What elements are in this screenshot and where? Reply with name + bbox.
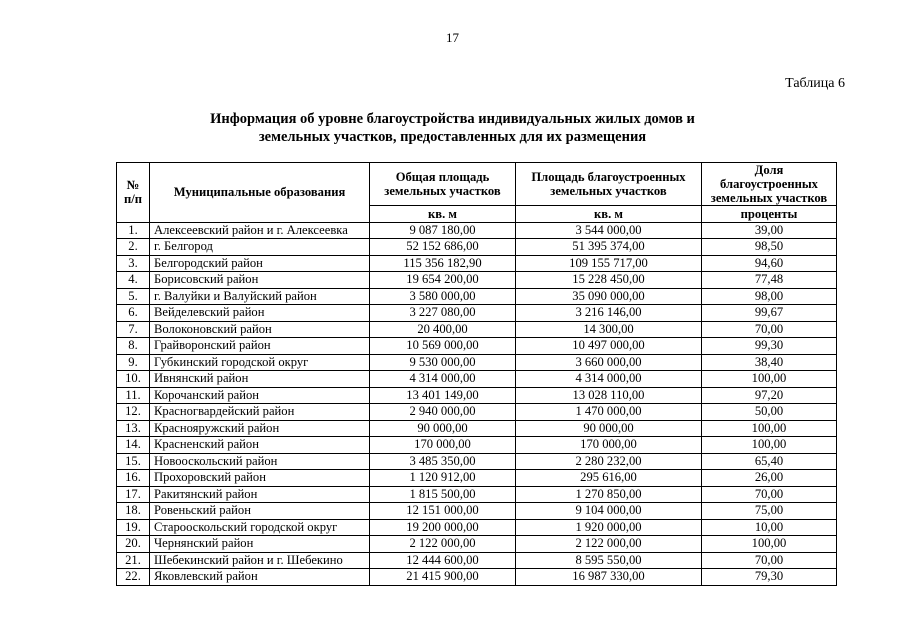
total-area-cell: 12 444 600,00 xyxy=(370,552,516,569)
share-cell: 100,00 xyxy=(702,536,837,553)
share-cell: 50,00 xyxy=(702,404,837,421)
municipality-cell: Старооскольский городской округ xyxy=(150,519,370,536)
share-cell: 39,00 xyxy=(702,222,837,239)
header-number-abbr: п/п xyxy=(123,192,142,207)
row-number-cell: 2. xyxy=(117,239,150,256)
row-number-cell: 17. xyxy=(117,486,150,503)
share-cell: 100,00 xyxy=(702,437,837,454)
improved-area-cell: 16 987 330,00 xyxy=(516,569,702,586)
total-area-cell: 3 485 350,00 xyxy=(370,453,516,470)
header-number xyxy=(117,163,150,223)
municipality-cell: Алексеевский район и г. Алексеевка xyxy=(150,222,370,239)
improved-area-cell: 3 544 000,00 xyxy=(516,222,702,239)
municipality-cell: Ракитянский район xyxy=(150,486,370,503)
municipality-cell: Яковлевский район xyxy=(150,569,370,586)
document-title xyxy=(0,110,905,146)
page-number: 17 xyxy=(446,30,459,45)
row-number-cell: 7. xyxy=(117,321,150,338)
share-cell: 38,40 xyxy=(702,354,837,371)
row-number-cell: 22. xyxy=(117,569,150,586)
improved-area-cell: 2 280 232,00 xyxy=(516,453,702,470)
improved-area-cell: 4 314 000,00 xyxy=(516,371,702,388)
row-number-cell: 14. xyxy=(117,437,150,454)
table-row xyxy=(117,486,837,503)
share-cell: 97,20 xyxy=(702,387,837,404)
total-area-cell: 12 151 000,00 xyxy=(370,503,516,520)
table-row xyxy=(117,321,837,338)
municipality-cell: Шебекинский район и г. Шебекино xyxy=(150,552,370,569)
table-row xyxy=(117,305,837,322)
header-share: Доля благоустроенных земельных участков xyxy=(702,163,837,206)
table-row xyxy=(117,569,837,586)
total-area-cell: 4 314 000,00 xyxy=(370,371,516,388)
header-total-area: Общая площадь земельных участков xyxy=(370,163,516,206)
row-number-cell: 18. xyxy=(117,503,150,520)
table-row xyxy=(117,239,837,256)
total-area-cell: 2 940 000,00 xyxy=(370,404,516,421)
table-row xyxy=(117,536,837,553)
improved-area-cell: 3 216 146,00 xyxy=(516,305,702,322)
table-body xyxy=(117,222,837,585)
row-number-cell: 13. xyxy=(117,420,150,437)
total-area-cell: 52 152 686,00 xyxy=(370,239,516,256)
improved-area-cell: 1 270 850,00 xyxy=(516,486,702,503)
improved-area-cell: 170 000,00 xyxy=(516,437,702,454)
municipality-cell: г. Белгород xyxy=(150,239,370,256)
row-number-cell: 10. xyxy=(117,371,150,388)
table-row xyxy=(117,404,837,421)
total-area-cell: 3 227 080,00 xyxy=(370,305,516,322)
unit-improved-area: кв. м xyxy=(516,206,702,223)
improved-area-cell: 51 395 374,00 xyxy=(516,239,702,256)
table-label: Таблица 6 xyxy=(785,76,845,91)
municipality-cell: Вейделевский район xyxy=(150,305,370,322)
row-number-cell: 12. xyxy=(117,404,150,421)
share-cell: 100,00 xyxy=(702,371,837,388)
row-number-cell: 21. xyxy=(117,552,150,569)
row-number-cell: 20. xyxy=(117,536,150,553)
table-row xyxy=(117,420,837,437)
total-area-cell: 1 120 912,00 xyxy=(370,470,516,487)
municipality-cell: Корочанский район xyxy=(150,387,370,404)
municipality-cell: Волоконовский район xyxy=(150,321,370,338)
total-area-cell: 20 400,00 xyxy=(370,321,516,338)
improved-area-cell: 1 470 000,00 xyxy=(516,404,702,421)
total-area-cell: 9 530 000,00 xyxy=(370,354,516,371)
share-cell: 77,48 xyxy=(702,272,837,289)
municipality-cell: Грайворонский район xyxy=(150,338,370,355)
table-row xyxy=(117,470,837,487)
municipality-cell: Ивнянский район xyxy=(150,371,370,388)
header-municipality: Муниципальные образования xyxy=(150,163,370,223)
row-number-cell: 5. xyxy=(117,288,150,305)
table-row xyxy=(117,453,837,470)
title-line-2: земельных участков, предоставленных для их размещения xyxy=(258,129,647,145)
table-row xyxy=(117,387,837,404)
municipality-cell: Ровеньский район xyxy=(150,503,370,520)
improved-area-cell: 15 228 450,00 xyxy=(516,272,702,289)
table-row xyxy=(117,354,837,371)
table-row xyxy=(117,338,837,355)
share-cell: 98,50 xyxy=(702,239,837,256)
share-cell: 26,00 xyxy=(702,470,837,487)
share-cell: 70,00 xyxy=(702,552,837,569)
header-row xyxy=(117,163,837,206)
municipality-cell: Белгородский район xyxy=(150,255,370,272)
municipality-cell: Красненский район xyxy=(150,437,370,454)
improved-area-cell: 295 616,00 xyxy=(516,470,702,487)
total-area-cell: 10 569 000,00 xyxy=(370,338,516,355)
unit-share: проценты xyxy=(702,206,837,223)
header-improved-area: Площадь благоустроенных земельных участков xyxy=(516,163,702,206)
total-area-cell: 19 200 000,00 xyxy=(370,519,516,536)
row-number-cell: 1. xyxy=(117,222,150,239)
improved-area-cell: 2 122 000,00 xyxy=(516,536,702,553)
table-row xyxy=(117,519,837,536)
share-cell: 65,40 xyxy=(702,453,837,470)
share-cell: 70,00 xyxy=(702,321,837,338)
municipality-cell: Красногвардейский район xyxy=(150,404,370,421)
share-cell: 98,00 xyxy=(702,288,837,305)
row-number-cell: 11. xyxy=(117,387,150,404)
improved-area-cell: 3 660 000,00 xyxy=(516,354,702,371)
title-line-1: Информация об уровне благоустройства индивидуальных жилых домов и xyxy=(210,111,695,127)
row-number-cell: 16. xyxy=(117,470,150,487)
total-area-cell: 90 000,00 xyxy=(370,420,516,437)
total-area-cell: 3 580 000,00 xyxy=(370,288,516,305)
improved-area-cell: 1 920 000,00 xyxy=(516,519,702,536)
share-cell: 79,30 xyxy=(702,569,837,586)
table-row xyxy=(117,272,837,289)
total-area-cell: 1 815 500,00 xyxy=(370,486,516,503)
improved-area-cell: 90 000,00 xyxy=(516,420,702,437)
table-row xyxy=(117,222,837,239)
row-number-cell: 9. xyxy=(117,354,150,371)
share-cell: 99,30 xyxy=(702,338,837,355)
municipality-cell: Губкинский городской округ xyxy=(150,354,370,371)
share-cell: 70,00 xyxy=(702,486,837,503)
table-row xyxy=(117,503,837,520)
row-number-cell: 4. xyxy=(117,272,150,289)
improved-area-cell: 35 090 000,00 xyxy=(516,288,702,305)
municipality-cell: Краснояружский район xyxy=(150,420,370,437)
share-cell: 94,60 xyxy=(702,255,837,272)
table-row xyxy=(117,437,837,454)
row-number-cell: 19. xyxy=(117,519,150,536)
total-area-cell: 21 415 900,00 xyxy=(370,569,516,586)
municipality-cell: Прохоровский район xyxy=(150,470,370,487)
row-number-cell: 15. xyxy=(117,453,150,470)
improved-area-cell: 14 300,00 xyxy=(516,321,702,338)
share-cell: 100,00 xyxy=(702,420,837,437)
total-area-cell: 19 654 200,00 xyxy=(370,272,516,289)
total-area-cell: 9 087 180,00 xyxy=(370,222,516,239)
row-number-cell: 3. xyxy=(117,255,150,272)
improved-area-cell: 10 497 000,00 xyxy=(516,338,702,355)
municipality-cell: Новооскольский район xyxy=(150,453,370,470)
improved-area-cell: 9 104 000,00 xyxy=(516,503,702,520)
total-area-cell: 170 000,00 xyxy=(370,437,516,454)
table-row xyxy=(117,552,837,569)
total-area-cell: 13 401 149,00 xyxy=(370,387,516,404)
share-cell: 99,67 xyxy=(702,305,837,322)
land-improvement-table xyxy=(116,162,837,586)
table-row xyxy=(117,255,837,272)
row-number-cell: 6. xyxy=(117,305,150,322)
municipality-cell: Борисовский район xyxy=(150,272,370,289)
header-number-sign: № xyxy=(126,178,140,193)
unit-total-area: кв. м xyxy=(370,206,516,223)
improved-area-cell: 8 595 550,00 xyxy=(516,552,702,569)
row-number-cell: 8. xyxy=(117,338,150,355)
improved-area-cell: 109 155 717,00 xyxy=(516,255,702,272)
municipality-cell: Чернянский район xyxy=(150,536,370,553)
table-row xyxy=(117,371,837,388)
share-cell: 75,00 xyxy=(702,503,837,520)
total-area-cell: 115 356 182,90 xyxy=(370,255,516,272)
improved-area-cell: 13 028 110,00 xyxy=(516,387,702,404)
table-row xyxy=(117,288,837,305)
total-area-cell: 2 122 000,00 xyxy=(370,536,516,553)
share-cell: 10,00 xyxy=(702,519,837,536)
municipality-cell: г. Валуйки и Валуйский район xyxy=(150,288,370,305)
